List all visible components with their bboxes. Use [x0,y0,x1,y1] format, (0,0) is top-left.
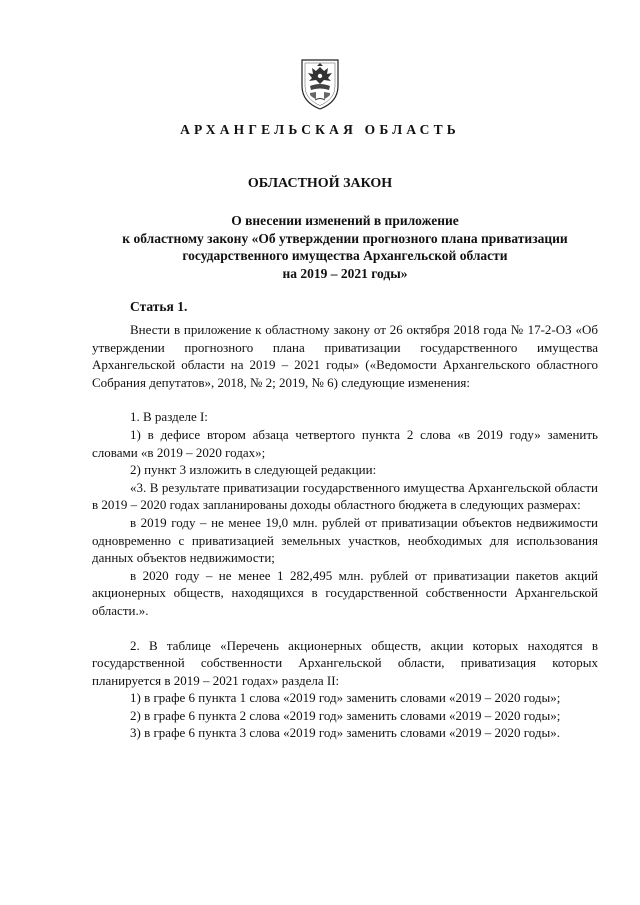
section-1-item-2: 2) пункт 3 изложить в следующей редакции: [130,462,377,478]
section-1-heading: 1. В разделе I: [130,409,208,425]
region-name: АРХАНГЕЛЬСКАЯ ОБЛАСТЬ [180,122,460,137]
section-2-item-2: 2) в графе 6 пункта 2 слова «2019 год» заменить словами «2019 – 2020 годы»; [130,707,561,723]
coat-of-arms-icon [296,56,344,112]
intro-paragraph: Внести в приложение к областному закону от 26 октября 2018 года № 17-2-ОЗ «Об утверждении прогнозного плана приватизации государственного имущества Архангельской области на 2019 – 2021 годы» («Ведомости Архангельского областного Собрания депутатов», 2018, № 2; 2019, № 6) следующие изменения: [92,322,598,390]
law-title-line: к областному закону «Об утверждении прогнозного плана приватизации [122,230,568,246]
law-title [95,212,595,282]
section-1-quote-1: «3. В результате приватизации государственного имущества Архангельской области в 2019 – 2020 годах запланированы доходы областного бюджета в следующих размерах: [92,479,598,513]
law-title-line: государственного имущества Архангельской области [182,248,508,263]
article-heading: Статья 1. [130,299,188,314]
law-type-heading: ОБЛАСТНОЙ ЗАКОН [247,176,393,191]
section-2-item-1: 1) в графе 6 пункта 1 слова «2019 год» заменить словами «2019 – 2020 годы»; [130,690,561,706]
section-2-item-3: 3) в графе 6 пункта 3 слова «2019 год» заменить словами «2019 – 2020 годы». [130,725,561,741]
law-title-line: О внесении изменений в приложение [231,213,459,228]
section-1-quote-3: в 2020 году – не менее 1 282,495 млн. рублей от приватизации пакетов акций акционерных обществ, находящихся в государственной собственности Архангельской области.». [92,567,598,618]
section-1-quote-2: в 2019 году – не менее 19,0 млн. рублей от приватизации объектов недвижимости одновременно с приватизацией земельных участков, необходимых для использования данных объектов недвижимости; [92,514,598,566]
section-2-heading: 2. В таблице «Перечень акционерных обществ, акции которых находятся в государственной собственности Архангельской области, приватизация которых планируется в 2019 – 2021 годах» раздела II: [92,637,598,688]
law-title-line: на 2019 – 2021 годы» [282,265,408,281]
article-body [92,321,598,742]
section-1-item-1: 1) в дефисе втором абзаца четвертого пункта 2 слова «в 2019 году» заменить словами «в 2019 – 2020 годах»; [92,426,598,460]
